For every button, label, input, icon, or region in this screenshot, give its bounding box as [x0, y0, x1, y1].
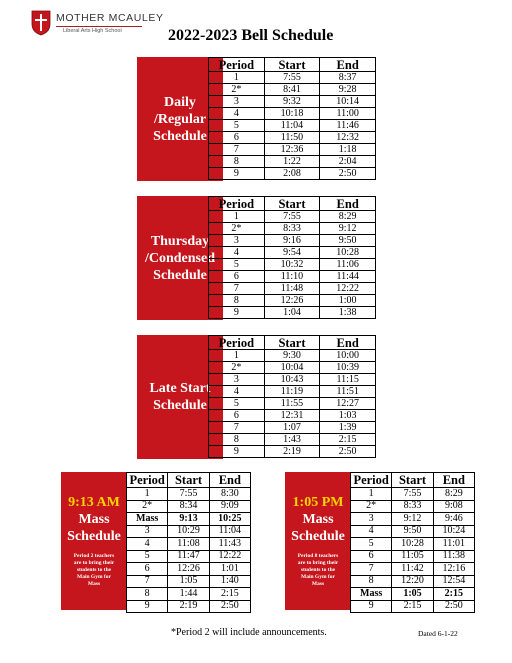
page-title: 2022-2023 Bell Schedule: [168, 27, 334, 44]
end-header: End: [209, 473, 250, 488]
end-cell: 2:15: [209, 588, 250, 601]
end-cell: 1:39: [320, 422, 376, 434]
start-cell: 7:55: [392, 488, 433, 501]
period-cell: 6: [209, 132, 265, 144]
end-cell: 1:03: [320, 410, 376, 422]
period-cell: Mass: [127, 513, 168, 526]
late-start-schedule-table: [208, 335, 376, 458]
start-cell: 2:08: [264, 168, 320, 180]
end-cell: 10:14: [320, 96, 376, 108]
period-cell: 4: [209, 386, 265, 398]
end-cell: 11:43: [209, 538, 250, 551]
period-cell: 3: [209, 235, 265, 247]
table-row: [209, 211, 376, 223]
start-cell: 12:36: [264, 144, 320, 156]
end-cell: 12:54: [433, 575, 474, 588]
thursday-schedule-table: [208, 196, 376, 319]
table-row: [127, 563, 251, 576]
start-cell: 12:20: [392, 575, 433, 588]
end-cell: 11:04: [209, 525, 250, 538]
table-row: [209, 144, 376, 156]
end-cell: 2:15: [433, 588, 474, 601]
start-cell: 9:12: [392, 513, 433, 526]
period-cell: 1: [209, 350, 265, 362]
start-cell: 8:33: [264, 223, 320, 235]
start-cell: 2:15: [392, 600, 433, 613]
table-row: [351, 500, 475, 513]
dated-label: Dated 6-1-22: [418, 629, 458, 638]
start-cell: 10:18: [264, 108, 320, 120]
period-cell: 4: [351, 525, 392, 538]
school-subtitle: Liberal Arts High School: [63, 28, 122, 34]
end-cell: 1:38: [320, 307, 376, 319]
start-cell: 1:43: [264, 434, 320, 446]
period-header: Period: [209, 58, 265, 72]
end-cell: 9:50: [320, 235, 376, 247]
start-cell: 11:10: [264, 271, 320, 283]
period-cell: 8: [209, 295, 265, 307]
end-cell: 2:50: [209, 600, 250, 613]
end-cell: 12:22: [209, 550, 250, 563]
mass-913-label: Mass Schedule: [67, 512, 121, 544]
end-cell: 9:12: [320, 223, 376, 235]
table-row: [209, 235, 376, 247]
table-row: [209, 386, 376, 398]
period-cell: 5: [351, 538, 392, 551]
end-header: End: [320, 336, 376, 350]
period-cell: 7: [209, 283, 265, 295]
start-cell: 11:48: [264, 283, 320, 295]
mass-105-label-block: [285, 472, 351, 610]
period-cell: 8: [209, 434, 265, 446]
start-cell: 12:26: [168, 563, 209, 576]
end-cell: 1:40: [209, 575, 250, 588]
table-row: [209, 271, 376, 283]
start-header: Start: [264, 197, 320, 211]
table-row: [351, 550, 475, 563]
table-row: [351, 575, 475, 588]
start-cell: 9:16: [264, 235, 320, 247]
period-cell: 3: [209, 96, 265, 108]
period-cell: 4: [209, 108, 265, 120]
table-header-row: [209, 197, 376, 211]
end-cell: 11:44: [320, 271, 376, 283]
table-header-row: [209, 336, 376, 350]
thursday-schedule-label: Thursday /Condensed Schedule: [144, 233, 216, 283]
period-cell: 9: [209, 307, 265, 319]
start-cell: 12:26: [264, 295, 320, 307]
end-cell: 8:37: [320, 72, 376, 84]
mass-913-note: Period 2 teachers are to bring their students to the Main Gym for Mass: [73, 553, 115, 587]
start-cell: 9:50: [392, 525, 433, 538]
period-cell: 9: [351, 600, 392, 613]
daily-schedule-label: Daily /Regular Schedule: [153, 94, 207, 144]
table-row: [351, 513, 475, 526]
table-row: [209, 156, 376, 168]
period-cell: 1: [209, 211, 265, 223]
table-row: [127, 600, 251, 613]
table-row: [209, 247, 376, 259]
period-cell: 2*: [209, 362, 265, 374]
table-row: [209, 96, 376, 108]
table-row: [351, 588, 475, 601]
start-cell: 1:07: [264, 422, 320, 434]
period-cell: 1: [127, 488, 168, 501]
period-cell: 2*: [127, 500, 168, 513]
end-cell: 9:09: [209, 500, 250, 513]
start-cell: 12:31: [264, 410, 320, 422]
end-cell: 9:08: [433, 500, 474, 513]
end-cell: 2:04: [320, 156, 376, 168]
start-cell: 2:19: [168, 600, 209, 613]
end-cell: 8:30: [209, 488, 250, 501]
end-cell: 10:00: [320, 350, 376, 362]
period-header: Period: [127, 473, 168, 488]
period-cell: 5: [209, 259, 265, 271]
school-name: MOTHER MCAULEY: [56, 12, 164, 24]
start-cell: 11:19: [264, 386, 320, 398]
table-row: [127, 500, 251, 513]
end-cell: 12:32: [320, 132, 376, 144]
start-header: Start: [264, 58, 320, 72]
table-row: [209, 446, 376, 458]
end-cell: 10:25: [209, 513, 250, 526]
end-cell: 1:01: [209, 563, 250, 576]
start-cell: 1:05: [168, 575, 209, 588]
period-cell: 8: [351, 575, 392, 588]
period-cell: 7: [209, 422, 265, 434]
end-cell: 11:51: [320, 386, 376, 398]
table-row: [209, 410, 376, 422]
mass-913-time: 9:13 AM: [68, 495, 120, 510]
period-cell: 2*: [351, 500, 392, 513]
end-header: End: [320, 58, 376, 72]
start-cell: 8:41: [264, 84, 320, 96]
start-cell: 8:34: [168, 500, 209, 513]
start-header: Start: [264, 336, 320, 350]
end-cell: 12:22: [320, 283, 376, 295]
period-header: Period: [209, 336, 265, 350]
period-cell: 9: [127, 600, 168, 613]
table-row: [209, 307, 376, 319]
end-cell: 11:06: [320, 259, 376, 271]
table-row: [209, 72, 376, 84]
period-cell: 3: [209, 374, 265, 386]
mass-913-label-block: [61, 472, 127, 610]
end-cell: 11:00: [320, 108, 376, 120]
table-row: [127, 575, 251, 588]
table-row: [209, 422, 376, 434]
period-cell: 5: [209, 120, 265, 132]
table-row: [209, 168, 376, 180]
end-cell: 2:50: [433, 600, 474, 613]
period-cell: 1: [209, 72, 265, 84]
period-cell: 5: [209, 398, 265, 410]
table-row: [209, 350, 376, 362]
table-row: [209, 362, 376, 374]
end-cell: 12:16: [433, 563, 474, 576]
start-cell: 11:42: [392, 563, 433, 576]
end-cell: 12:27: [320, 398, 376, 410]
mass-105-schedule-table: [350, 472, 475, 613]
start-cell: 1:05: [392, 588, 433, 601]
start-cell: 10:28: [392, 538, 433, 551]
late-start-schedule-label: Late Start Schedule: [149, 381, 211, 413]
table-header-row: [127, 473, 251, 488]
end-cell: 9:28: [320, 84, 376, 96]
footnote: *Period 2 will include announcements.: [171, 627, 327, 638]
table-row: [127, 513, 251, 526]
period-cell: 2*: [209, 84, 265, 96]
start-cell: 1:04: [264, 307, 320, 319]
period-cell: 8: [127, 588, 168, 601]
start-cell: 11:47: [168, 550, 209, 563]
mass-105-note: Period 8 teachers are to bring their students to the Main Gym for Mass: [297, 553, 339, 587]
start-cell: 7:55: [168, 488, 209, 501]
period-cell: 4: [127, 538, 168, 551]
end-cell: 2:50: [320, 168, 376, 180]
table-row: [209, 120, 376, 132]
table-row: [209, 374, 376, 386]
period-cell: 7: [351, 563, 392, 576]
period-header: Period: [351, 473, 392, 488]
period-cell: 8: [209, 156, 265, 168]
end-cell: 2:50: [320, 446, 376, 458]
start-cell: 2:19: [264, 446, 320, 458]
start-header: Start: [168, 473, 209, 488]
table-row: [209, 223, 376, 235]
start-cell: 10:32: [264, 259, 320, 271]
start-cell: 8:33: [392, 500, 433, 513]
table-row: [209, 434, 376, 446]
mass-105-time: 1:05 PM: [292, 495, 344, 510]
end-cell: 8:29: [433, 488, 474, 501]
period-cell: 7: [209, 144, 265, 156]
start-cell: 11:04: [264, 120, 320, 132]
daily-schedule-table: [208, 57, 376, 180]
period-cell: 1: [351, 488, 392, 501]
table-header-row: [351, 473, 475, 488]
mass-105-label: Mass Schedule: [291, 512, 345, 544]
table-row: [209, 398, 376, 410]
start-cell: 10:04: [264, 362, 320, 374]
end-cell: 1:18: [320, 144, 376, 156]
table-row: [127, 488, 251, 501]
period-cell: 5: [127, 550, 168, 563]
end-cell: 10:24: [433, 525, 474, 538]
start-cell: 9:54: [264, 247, 320, 259]
start-cell: 11:08: [168, 538, 209, 551]
table-row: [209, 259, 376, 271]
table-row: [127, 525, 251, 538]
end-cell: 11:01: [433, 538, 474, 551]
end-cell: 10:39: [320, 362, 376, 374]
table-row: [209, 295, 376, 307]
start-header: Start: [392, 473, 433, 488]
period-cell: Mass: [351, 588, 392, 601]
table-row: [209, 283, 376, 295]
table-row: [209, 108, 376, 120]
start-cell: 10:29: [168, 525, 209, 538]
end-header: End: [320, 197, 376, 211]
period-cell: 6: [209, 271, 265, 283]
table-row: [127, 588, 251, 601]
table-row: [127, 538, 251, 551]
end-cell: 1:00: [320, 295, 376, 307]
start-cell: 9:13: [168, 513, 209, 526]
period-cell: 7: [127, 575, 168, 588]
period-header: Period: [209, 197, 265, 211]
end-cell: 11:46: [320, 120, 376, 132]
period-cell: 3: [351, 513, 392, 526]
table-row: [351, 488, 475, 501]
mass-913-schedule-table: [126, 472, 251, 613]
table-row: [351, 538, 475, 551]
end-cell: 11:15: [320, 374, 376, 386]
period-cell: 4: [209, 247, 265, 259]
end-cell: 8:29: [320, 211, 376, 223]
start-cell: 1:44: [168, 588, 209, 601]
start-cell: 7:55: [264, 211, 320, 223]
school-crest-icon: [31, 10, 51, 36]
period-cell: 9: [209, 168, 265, 180]
start-cell: 10:43: [264, 374, 320, 386]
start-cell: 11:55: [264, 398, 320, 410]
table-row: [351, 600, 475, 613]
end-cell: 11:38: [433, 550, 474, 563]
table-header-row: [209, 58, 376, 72]
table-row: [209, 84, 376, 96]
start-cell: 7:55: [264, 72, 320, 84]
period-cell: 9: [209, 446, 265, 458]
logo-divider: [56, 26, 142, 27]
end-cell: 10:28: [320, 247, 376, 259]
start-cell: 11:05: [392, 550, 433, 563]
period-cell: 6: [127, 563, 168, 576]
period-cell: 6: [351, 550, 392, 563]
start-cell: 9:32: [264, 96, 320, 108]
table-row: [127, 550, 251, 563]
end-cell: 2:15: [320, 434, 376, 446]
period-cell: 6: [209, 410, 265, 422]
end-cell: 9:46: [433, 513, 474, 526]
table-row: [351, 563, 475, 576]
period-cell: 3: [127, 525, 168, 538]
start-cell: 11:50: [264, 132, 320, 144]
start-cell: 1:22: [264, 156, 320, 168]
start-cell: 9:30: [264, 350, 320, 362]
end-header: End: [433, 473, 474, 488]
table-row: [351, 525, 475, 538]
table-row: [209, 132, 376, 144]
period-cell: 2*: [209, 223, 265, 235]
